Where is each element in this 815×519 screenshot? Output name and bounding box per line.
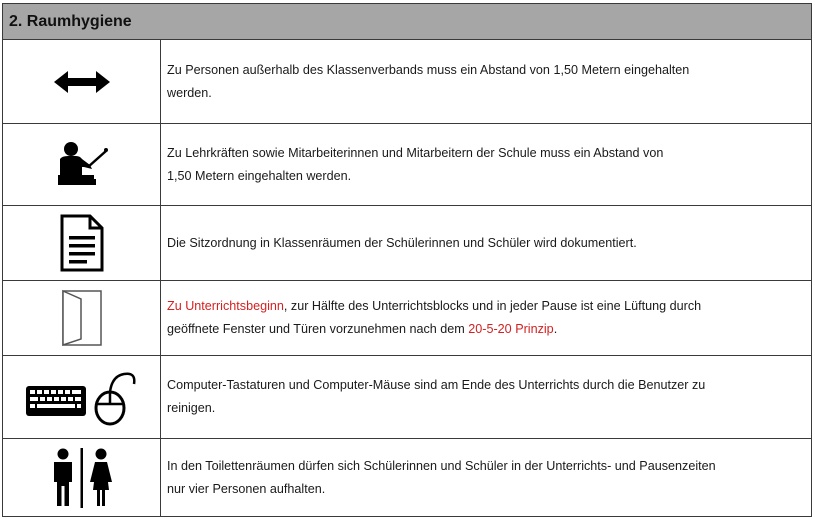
table-row — [3, 356, 811, 439]
document-icon — [60, 214, 104, 272]
icon-cell — [3, 124, 161, 205]
icon-cell — [3, 40, 161, 123]
hygiene-table — [2, 3, 812, 517]
keyboard-mouse-icon — [24, 368, 140, 426]
teacher-icon — [54, 141, 110, 189]
row-text: In den Toilettenräumen dürfen sich Schülerinnen und Schüler in der Unterrichts- und Pausenzeiten nur vier Personen aufhalten. — [167, 458, 716, 496]
icon-cell — [3, 281, 161, 355]
icon-cell — [3, 206, 161, 280]
table-row — [3, 281, 811, 356]
row-text: Zu Unterrichtsbeginn, zur Hälfte des Unterrichtsblocks und in jeder Pause ist eine Lüftung durch geöffnete Fenster und Türen vorzunehmen nach dem 20-5-20 Prinzip. — [167, 299, 702, 336]
row-text: Zu Lehrkräften sowie Mitarbeiterinnen und Mitarbeitern der Schule muss ein Abstand von 1,50 Metern eingehalten werden. — [167, 145, 664, 183]
table-row — [3, 439, 811, 516]
icon-cell — [3, 439, 161, 516]
row-text: Die Sitzordnung in Klassenräumen der Schülerinnen und Schüler wird dokumentiert. — [167, 235, 637, 250]
table-row — [3, 124, 811, 206]
row-text: Computer-Tastaturen und Computer-Mäuse sind am Ende des Unterrichts durch die Benutzer zu reinigen. — [167, 378, 706, 415]
section-header — [3, 4, 811, 40]
table-row — [3, 40, 811, 124]
section-title: 2. Raumhygiene — [9, 12, 132, 30]
icon-cell — [3, 356, 161, 438]
row-text: Zu Personen außerhalb des Klassenverbands muss ein Abstand von 1,50 Metern eingehalten werden. — [167, 62, 690, 100]
double-arrow-icon — [54, 71, 110, 93]
table-row — [3, 206, 811, 281]
door-icon — [61, 289, 103, 347]
restroom-icon — [51, 448, 113, 508]
